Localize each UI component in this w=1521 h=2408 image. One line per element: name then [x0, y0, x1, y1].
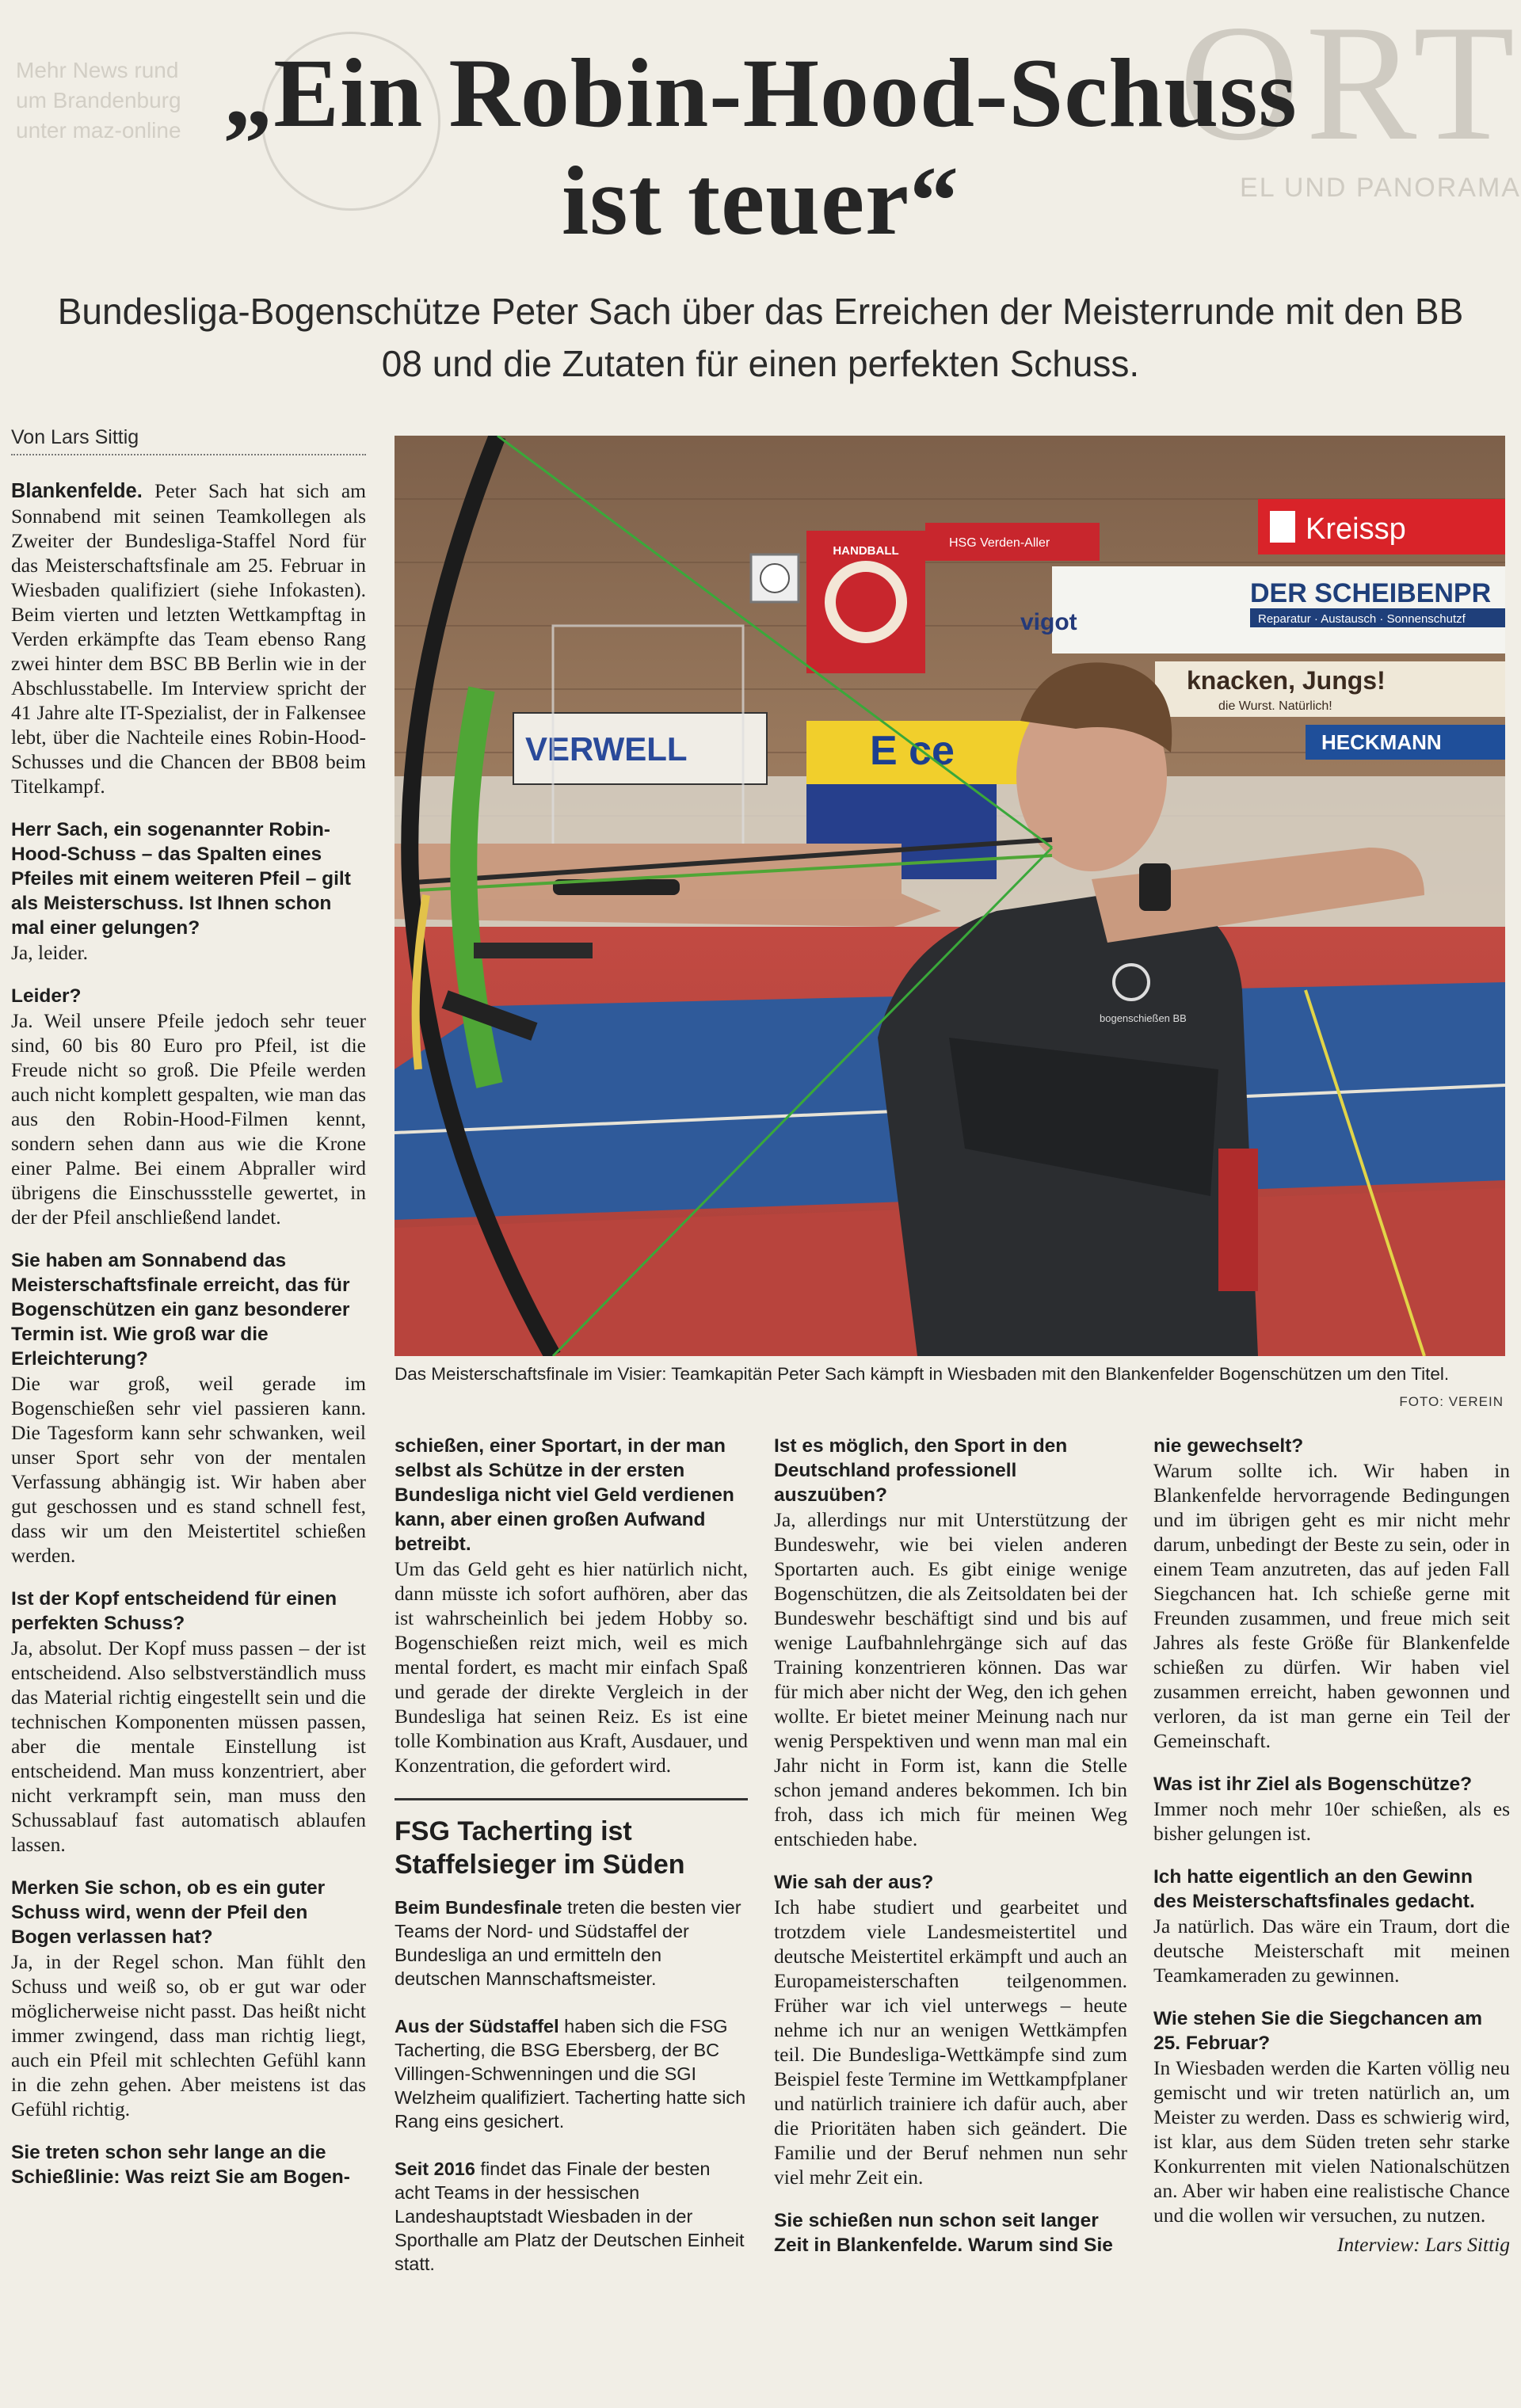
interview-answer: Warum sollte ich. Wir haben in Blankenfelde hervorragende Bedingungen und im übrigen geht es mir nicht mehr darum, unbedingt der Beste zu sein, oder in einem Team anzutreten, das auf jeden Fall Siegchancen hat. Ich schieße gerne mit Freunden zusammen, und freue mich seit Jahres als feste Größe für Blankenfelde schießen zu dürfen. Wir haben viel zusammen erreicht, haben gewonnen und verloren, da ist man gerne ein Teil der Gemeinschaft. [1153, 1459, 1510, 1752]
article-deck: Bundesliga-Bogenschütze Peter Sach über das Erreichen der Meisterrunde mit den BB 08 und die Zutaten für einen perfekten Schuss. [57, 291, 1464, 384]
text-column-4 [1153, 1434, 1510, 2257]
dateline: Blankenfelde. [11, 480, 143, 502]
headline-line-2: ist teuer“ [561, 147, 960, 255]
handball-sign: HANDBALL [833, 544, 899, 558]
intro-text: Peter Sach hat sich am Sonnabend mit seinen Teamkollegen als Zweiter der Bundesliga-Staffel Nord für das Meisterschaftsfinale am 25. Februar in Wiesbaden qualifiziert (siehe Infokasten). Beim vierten und letzten Wettkampftag in Verden erkämpfte das Team ebenso Rang zwei hinter dem BSC BB Berlin wie in der Abschlusstabelle. Im Interview spricht der 41 Jahre alte IT-Spezialist, der in Falkensee lebt, über die Nachteile eines Robin-Hood-Schusses und die Chancen der BB08 beim Titelkampf. [11, 479, 366, 798]
infobox-paragraph [395, 1896, 748, 1991]
photo-credit: FOTO: VEREIN [1399, 1394, 1504, 1409]
infobox-lead: Aus der Südstaffel [395, 2016, 559, 2037]
infobox-paragraph [395, 2157, 748, 2276]
interview-answer: Um das Geld geht es hier natürlich nicht, dann müsste ich sofort aufhören, aber das ist wahrscheinlich bei jedem Hobby so. Bogenschießen reizt mich, weil es mich mental fordert, es macht mir einfach Spaß und gerade der direkte Vergleich in der Bundesliga hat seinen Reiz. Es ist eine tolle Kombination aus Kraft, Ausdauer, und Konzentration, die gefordert wird. [395, 1557, 748, 1777]
interview-answer: Ja natürlich. Das wäre ein Traum, dort die deutsche Meisterschaft mit meinen Teamkameraden zu gewinnen. [1153, 1915, 1510, 1987]
verwell-sign: VERWELL [525, 730, 688, 768]
faded-teaser-line: um Brandenburg [16, 88, 181, 112]
text-column-3 [774, 1434, 1127, 2258]
infobox-lead: Beim Bundesfinale [395, 1897, 562, 1918]
interview-question: Wie sah der aus? [774, 1872, 934, 1893]
infobox-text: treten die besten vier Teams der Nord- und Südstaffel der Bundesliga an und ermitteln den deutschen Mannschaftsmeister. [395, 1897, 741, 1989]
interview-question: Ist der Kopf entscheidend für einen perfekten Schuss? [11, 1588, 337, 1634]
infobox-paragraph [395, 2014, 748, 2133]
faded-section-subtitle: EL UND PANORAMA [1240, 173, 1521, 203]
faded-teaser-line: Mehr News rund [16, 58, 179, 82]
interview-question-continued: nie gewechselt? [1153, 1435, 1304, 1457]
interview-answer: Ja, allerdings nur mit Unterstützung der Bundeswehr, wie bei vielen anderen Sportarten auch. Es gibt einige wenige Bogenschützen, die als Zeitsoldaten bei der Bundeswehr beschäftigt sind und bis auf wenige Laufbahnlehrgänge sich auf das Training konzentrieren können. Das war für mich aber nicht der Weg, den ich gehen wollte. Er bietet meiner Meinung nach nur wenig Perspektiven und wenn man mal ein Jahr nicht in Form ist, kann die Stelle schon jemand anderes bekommen. Ich bin froh, dass ich mich für meinen Weg entschieden habe. [774, 1508, 1127, 1850]
infobox-rule [395, 1798, 748, 1800]
interview-answer: Immer noch mehr 10er schießen, als es bisher gelungen ist. [1153, 1797, 1510, 1845]
text-column-2 [395, 1434, 748, 2299]
byline: Von Lars Sittig [11, 426, 366, 455]
interview-question: Sie haben am Sonnabend das Meisterschaftsfinale erreicht, das für Bogenschützen ein ganz besonderer Termin ist. Wie groß war die Erleichterung? [11, 1250, 350, 1370]
verden-sign: HSG Verden-Aller [949, 536, 1050, 550]
intro-paragraph [11, 478, 366, 798]
interview-question: Sie schießen nun schon seit langer Zeit in Blankenfelde. Warum sind Sie [774, 2210, 1113, 2256]
shirt-logo-text: bogenschießen BB [1100, 1012, 1187, 1024]
knacken-sign: knacken, Jungs! [1187, 666, 1386, 695]
interview-question: Leider? [11, 985, 82, 1007]
interview-answer: Ja, absolut. Der Kopf muss passen – der ist entscheidend. Also selbstverständlich muss das Material richtig eingestellt sein und die technischen Komponenten müssen passen, aber die mentale Einstellung ist entscheidend. Man muss konzentriert, aber nicht verkrampft sein, man muss den Schussablauf fast automatisch ablaufen lassen. [11, 1636, 366, 1856]
kreissparkasse-sign: Kreissp [1306, 512, 1406, 546]
knacken-subline: die Wurst. Natürlich! [1218, 699, 1332, 713]
vigot-sign: vigot [1020, 609, 1077, 635]
infobox-title: FSG Tacherting ist Staffelsieger im Süden [395, 1816, 685, 1880]
infobox-text: findet das Finale der besten acht Teams in der hessischen Landeshauptstadt Wiesbaden in der Sporthalle am Platz der Deutschen Einheit statt. [395, 2158, 745, 2274]
interview-question: Herr Sach, ein sogenannter Robin-Hood-Schuss – das Spalten eines Pfeiles mit einem weiteren Pfeil – gilt als Meisterschuss. Ist Ihnen schon mal einer gelungen? [11, 819, 351, 939]
photo-caption: Das Meisterschaftsfinale im Visier: Teamkapitän Peter Sach kämpft in Wiesbaden mit den Blankenfelder Bogenschützen um den Titel. [395, 1364, 1450, 1384]
headline-line-1: „Ein Robin-Hood-Schuss [223, 39, 1298, 147]
infobox-lead: Seit 2016 [395, 2158, 475, 2179]
infobox-text: haben sich die FSG Tacherting, die BSG Ebersberg, der BC Villingen-Schwenningen und die SGI Welzheim qualifiziert. Tacherting hatte sich Rang eins gesichert. [395, 2016, 746, 2132]
interview-question: Ich hatte eigentlich an den Gewinn des Meisterschaftsfinales gedacht. [1153, 1866, 1475, 1912]
interview-question: Wie stehen Sie die Siegchancen am 25. Februar? [1153, 2008, 1483, 2054]
faded-section-title: ORT [1179, 0, 1521, 175]
interview-answer: Ja. Weil unsere Pfeile jedoch sehr teuer sind, 60 bis 80 Euro pro Pfeil, ist die Freude nicht so groß. Die Pfeile werden auch nicht komplett gespalten, wie man das aus den Robin-Hood-Filmen kennt, sondern sehen dann aus wie die Krone einer Palme. Bei einem Abpraller wird übrigens die Einschussstelle gewertet, in der der Pfeil anschließend landet. [11, 1009, 366, 1229]
archer-photo-illustration [395, 436, 1505, 1356]
interview-question: Was ist ihr Ziel als Bogenschütze? [1153, 1774, 1473, 1795]
interview-question: Sie treten schon sehr lange an die Schießlinie: Was reizt Sie am Bogen- [11, 2142, 350, 2188]
article-photo [395, 436, 1505, 1356]
ece-sign: E ce [870, 728, 955, 774]
interview-question-continued: schießen, einer Sportart, in der man selbst als Schütze in der ersten Bundesliga nicht viel Geld verdienen kann, aber einen großen Aufwand betreibt. [395, 1435, 734, 1555]
interview-question: Merken Sie schon, ob es ein guter Schuss wird, wenn der Pfeil den Bogen verlassen hat? [11, 1877, 326, 1948]
interview-credit: Interview: Lars Sittig [1336, 2233, 1510, 2256]
interview-answer: Die war groß, weil gerade im Bogenschießen sehr viel passieren kann. Die Tagesform kann sehr schwanken, weil unser Sport sehr von der mentalen Verfassung abhängig ist. Wir haben aber gut geschossen und es stand schnell fest, dass wir um den Meistertitel schießen werden. [11, 1372, 366, 1567]
scheibenprofi-subline: Reparatur · Austausch · Sonnenschutzf [1258, 612, 1466, 626]
scheibenprofi-sign: DER SCHEIBENPR [1250, 578, 1492, 608]
heckmann-sign: HECKMANN [1321, 730, 1442, 754]
faded-teaser-line: unter maz-online [16, 118, 181, 143]
interview-answer: In Wiesbaden werden die Karten völlig neu gemischt und wir treten natürlich an, um Meister zu werden. Dass es schwierig wird, ist klar, aus dem Süden treten sehr starke Konkurrenten mit vielen Nationalschützen an. Aber wir haben eine realistische Chance und die wollen wir versuchen, zu nutzen. [1153, 2056, 1510, 2227]
interview-answer: Ja, in der Regel schon. Man fühlt den Schuss und weiß so, ob er gut war oder möglicherweise nicht passt. Das heißt nicht immer zwingend, dass man richtig liegt, auch ein Pfeil mit schlechten Gefühl kann in die zehn gehen. Aber meistens ist das Gefühl richtig. [11, 1950, 366, 2120]
article-headline [0, 40, 1521, 255]
interview-answer: Ja, leider. [11, 941, 89, 964]
text-column-1 [11, 478, 366, 2189]
interview-question: Ist es möglich, den Sport in den Deutschland professionell auszuüben? [774, 1435, 1068, 1506]
interview-answer: Ich habe studiert und gearbeitet und trotzdem viele Landesmeistertitel und deutsche Meistertitel erkämpft und auch an Europameisterschaften teilgenommen. Früher war ich viel unterwegs – heute nehme ich nur an wenigen Wettkämpfen teil. Die Bundesliga-Wettkämpfe sind zum Beispiel feste Termine im Wettkampfplaner und natürlich trainiere ich dafür auch, aber die Prioritäten haben sich geändert. Die Familie und der Beruf nehmen nun sehr viel mehr Zeit ein. [774, 1896, 1127, 2189]
